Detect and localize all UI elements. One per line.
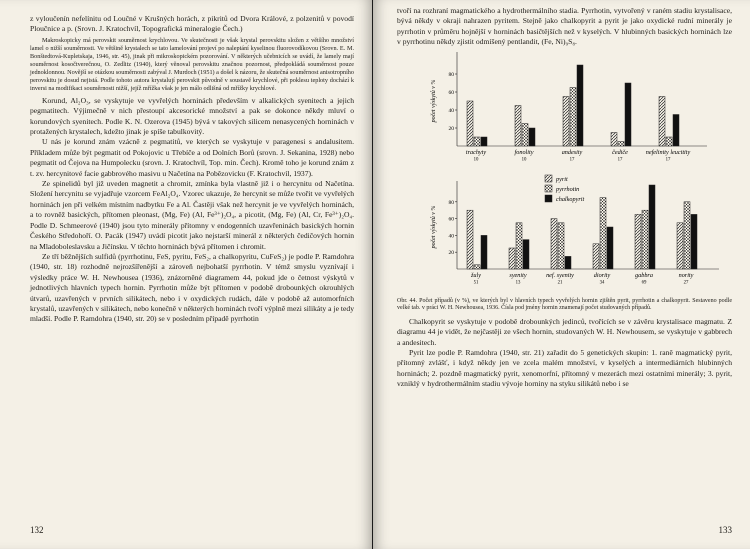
bar-chalkopyrit — [607, 227, 613, 269]
bar-chalkopyrit — [673, 114, 679, 146]
bar-pyrit — [593, 243, 599, 268]
bar-pyrrhotin — [684, 201, 690, 268]
bar-pyrit — [551, 218, 557, 268]
count-label: 10 — [473, 157, 479, 163]
y-tick-label: 60 — [448, 89, 454, 96]
bar-pyrrhotin — [474, 137, 480, 146]
chart-volcanic-rocks — [397, 48, 732, 168]
category-label: žuly — [471, 271, 481, 279]
paragraph: Korund, Al₂O₃, se vyskytuje ve vyvřelých horninách především v alkalických syenitech a jejich pegmatitech. Výjimečně v nich přestoupí akcesorické množství a pak se dokonce někdy mluví o korundových syenitech. Podle K. N. Ozerova (1945) bývá v takových silicem nenasycených horninách v protažených krystalech, kdežto jinak je spíše tabulkovitý. — [30, 95, 354, 137]
category-label: fonolity — [514, 148, 534, 156]
bar-pyrrhotin — [570, 87, 576, 146]
category-label: gabbra — [635, 271, 653, 279]
right-page — [373, 0, 750, 549]
count-label: 13 — [515, 280, 521, 286]
category-label: syenity — [509, 271, 527, 279]
bar-chalkopyrit — [565, 256, 571, 269]
bar-chalkopyrit — [481, 235, 487, 269]
y-tick-label: 80 — [448, 71, 454, 78]
paragraph: Chalkopyrit se vyskytuje v podobě drobounkých jedinců, tvořících se v závěru krystalisace magmatu. Z diagramu 44 je vidět, že nejčastěji ze všech hornin, studovaných W. H. Newhousem, se vyskytuje v gabbrech a andesitech. — [397, 316, 732, 347]
legend-swatch — [545, 175, 552, 182]
bar-pyrrhotin — [618, 141, 624, 146]
paragraph: U nás je korund znám vzácně z pegmatitů, ve kterých se vyskytuje v paragenesi s andalusitem. Příkladem může být pegmatit od Pokojovic u Třebíče a od Dolních Borů (srovn. J. Sekanina, 1928) nebo pegmatit od Čejova na Humpolecku (srovn. J. Kratochvíl, Top. min. Čech). Kromě toho je korund znám z t. zv. hercynitové facie gabbrového masivu u Načetína na Pobězovicku (F. Kratochvíl, 1937). — [30, 137, 354, 178]
right-top-text — [397, 6, 732, 48]
paragraph: Makroskopicky má perovskit souměrnost krychlovou. Ve skutečnosti je však krystal perovskitu složen z většího množství lamel o nižší souměrnosti. Ve většině krystalech se tato lamelování projeví po naleptání kyselinou fluorovodíkovou (Srovn. E. M. Bonštedtová-Kupletskaja, 1946, str. 45), jinak při mikroskopickém pozorování. V některých učebnicích se uvádí, že lamely mají souměrnost kosočtverečnou, O. Zedlitz (1940), který věnoval perovskitu značnou pozornost, předpokládá souměrnost pouze jednoklonnou. Novější se otázkou souměrnosti zabýval J. Murdoch (1951) a došel k názoru, že skutečná souměrnost anisotropního perovskitu je dosud nejistá. Podle tohoto autora krystalují perovskit původně v soustavě krychlové, při poklesu teploty dochází k inversi na modifikaci souměrnosti nižší, jejíž mřížka však je jen málo odlišná od mřížky krychlové. — [30, 36, 354, 92]
y-tick-label: 40 — [448, 107, 454, 114]
category-label: andesity — [561, 148, 583, 156]
y-tick-label: 60 — [448, 216, 454, 223]
paragraph: Ze tří běžnějších sulfidů (pyrrhotinu, FeS, pyritu, FeS₂, a chalkopyritu, CuFeS₂) je podle P. Ramdohra (1940, str. 18) rozhodně nejrozšířenější a zároveň nejbohatší pyrrhotin. V témž smyslu vyznívají i výsledky práce W. H. Newhouseа (1936), znázorněné diagramem 44, pokud jde o četnost výskytů v jednotlivých hlavních typech hornin. Pyrrhotin může být přítomen v podobě drobounkých okrouhlých útvarů, uzavřených v prvních silikátech, nebo i v oxydických rudách, dále v podobě až automorfních krystalů, uzavřených v silikátech, nebo konečně v některých horninách tvoří výplně mezi silikáty a je tedy mladší. Podle P. Ramdohra (1940, str. 20) se v posledním případě pyrrhotin — [30, 251, 354, 324]
left-text-column — [30, 14, 354, 325]
y-tick-label: 20 — [448, 125, 454, 132]
count-label: 69 — [641, 280, 647, 286]
right-bottom-text — [397, 317, 732, 390]
count-label: 10 — [521, 157, 527, 163]
bar-pyrrhotin — [558, 222, 564, 268]
bar-pyrrhotin — [522, 123, 528, 146]
count-label: 27 — [683, 280, 689, 286]
paragraph: Ze spinelidů byl již uveden magnetit a chromit, zmínka byla vlastně již i o hercynitu od Načetína. Složení hercynitu se vyjadřuje vzorcem FeAl₂O₄. Vzorec ukazuje, že hercynit se může tvořit ve vyvřelých horninách jen při velkém místním nadbytku Fe a Al. Častěji však než hercynit je ve vyvřelých horninách, a to rovněž basických, přítomen pleonast, (Mg, Fe) (Al, Fe³⁺)₂O₄, a picotit, (Mg, Fe) (Al, Cr, Fe³⁺)₂O₄. Podle D. Schmeerové (1940) jsou tyto minerály přítomny v endogenních uzavřeninách basických hornin Českého Středohoří. O. Pacák (1947) uvádí picotit jako nejstarší minerál z některých čedičových hornin na Mladoboleslavsku a Jičínsku. V těchto horninách bývá přítomen i chromit. — [30, 179, 354, 251]
bar-chalkopyrit — [691, 214, 697, 269]
paragraph: tvoří na rozhraní magmatického a hydrothermálního stadia. Pyrrhotin, vytvořený v raném stadiu krystalisace, bývá někdy v okraji nahrazen pyritem. Stejně jako chalkopyrit a pyrit je jako oxydické rudní minerály je pyrrhotin v průměru hojnější v horninách basičtějších než v kyselých. V hlubinných basických horninách lze v pyrrhotinu někdy zjistit odmíšený pentlandit, (Fe, Ni)₉S₈. — [397, 6, 732, 47]
paragraph: Pyrit lze podle P. Ramdohra (1940, str. 21) zařadit do 5 genetických skupin: 1. raně magmatický pyrit, přítomný zvlášť, i když někdy jen ve zcela malém množství, v kyselých a intermediárních hlubinných horninách; 2. pozdně magmatický pyrit, xenomorfní, přítomný v mezerách mezi ostatními minerály; 3. pyrit, vzniklý v hydrothermálním stadiu vývoje horniny na styku silikátů nebo i se — [397, 348, 732, 389]
bar-pyrit — [515, 105, 521, 146]
bar-pyrit — [467, 101, 473, 146]
bar-pyrit — [467, 210, 473, 269]
chart-plutonic-rocks — [397, 173, 732, 291]
bar-pyrrhotin — [642, 210, 648, 269]
paragraph: z vyloučenín nefelínitu od Loučné v Krušných horách, z pikritů od Dvora Králové, z polzenitů v povodí Ploučnice a p. (Srovn. J. Kratochvíl, Topografická mineralogie Čech.) — [30, 14, 354, 34]
legend-swatch — [545, 185, 552, 192]
category-label: nority — [678, 271, 694, 279]
y-tick-label: 20 — [448, 249, 454, 256]
count-label: 17 — [617, 157, 623, 163]
bar-chalkopyrit — [577, 65, 583, 146]
bar-pyrrhotin — [666, 137, 672, 146]
category-label: nefelinity leucitity — [645, 148, 691, 156]
category-label: trachyty — [465, 148, 487, 156]
bar-pyrrhotin — [474, 264, 480, 268]
count-label: 17 — [569, 157, 575, 163]
legend-swatch — [545, 195, 552, 202]
bar-chalkopyrit — [523, 239, 529, 268]
count-label: 21 — [557, 280, 563, 286]
category-label: diority — [593, 271, 611, 279]
bar-chalkopyrit — [649, 185, 655, 269]
bar-pyrit — [635, 214, 641, 269]
category-label: čediče — [612, 148, 628, 156]
bar-chalkopyrit — [625, 83, 631, 146]
bar-chalkopyrit — [481, 137, 487, 146]
right-text-column — [397, 6, 732, 390]
page-number-right: 133 — [718, 525, 732, 535]
bar-pyrrhotin — [600, 197, 606, 268]
bar-chalkopyrit — [529, 128, 535, 146]
y-tick-label: 80 — [448, 199, 454, 206]
legend-label: pyrrhotin — [556, 185, 580, 193]
count-label: 17 — [665, 157, 671, 163]
count-label: 34 — [599, 280, 605, 286]
bar-pyrit — [677, 222, 683, 268]
page-number-left: 132 — [30, 525, 44, 535]
y-tick-label: 40 — [448, 233, 454, 240]
bar-pyrit — [563, 96, 569, 146]
count-label: 51 — [473, 280, 479, 286]
figure-caption: Obr. 44. Počet případů (v %), ve kterých byl v hlavních typech vyvřelých hornin zjištěn pyrit, pyrrhotin a chalkopyrit. Sestaveno podle velké tab. v práci W. H. Newhousea, 1936. Čísla pod jmény hornin znamenají počet studovaných případů. — [397, 297, 732, 312]
bar-pyrrhotin — [516, 222, 522, 268]
bar-pyrit — [611, 132, 617, 146]
y-axis-label: počet výskytů v % — [431, 79, 437, 123]
legend-label: pyrit — [556, 175, 568, 183]
left-page — [0, 0, 372, 549]
y-axis-label: počet výskytů v % — [431, 205, 437, 249]
bar-pyrit — [659, 96, 665, 146]
bar-pyrit — [509, 248, 515, 269]
category-label: nef. syenity — [546, 271, 574, 279]
legend-label: chalkopyrit — [556, 195, 585, 203]
